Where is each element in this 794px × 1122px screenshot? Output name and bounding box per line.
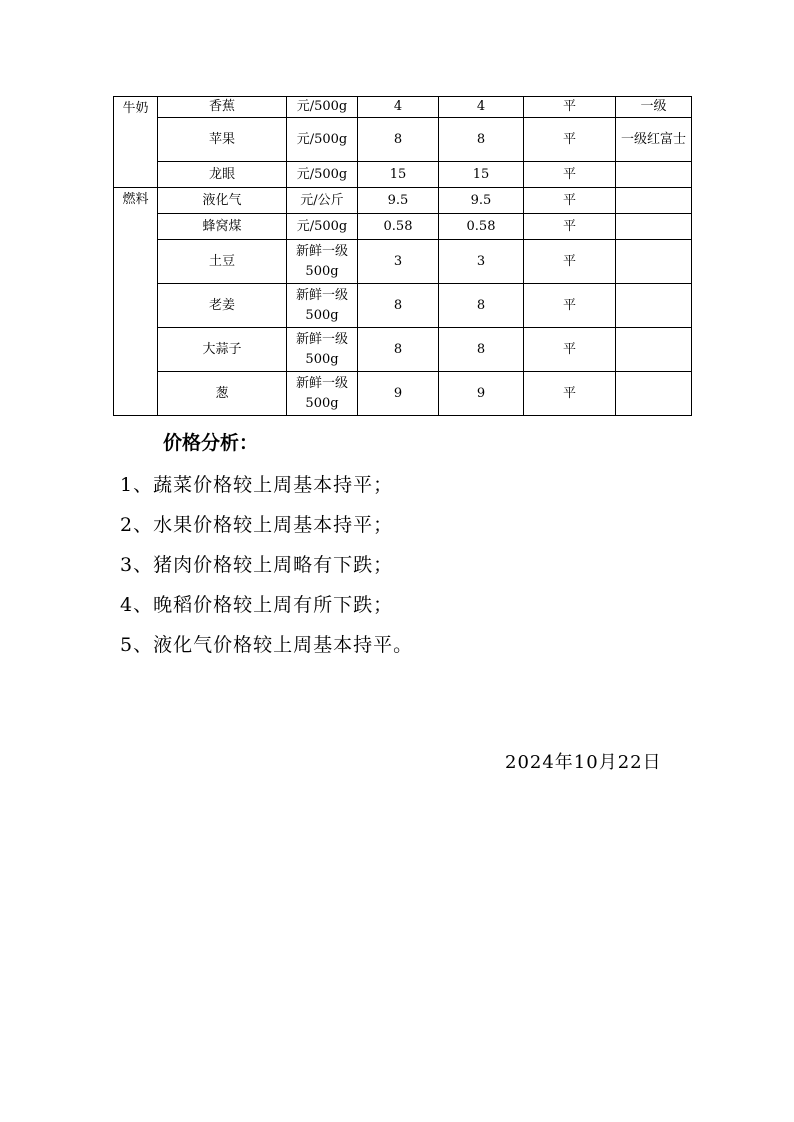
item-cell: 土豆 — [158, 240, 287, 284]
item-cell: 龙眼 — [158, 162, 287, 188]
trend-cell: 平 — [524, 188, 616, 214]
category-cell: 牛奶 — [114, 97, 158, 188]
last-week-price-cell: 9 — [358, 372, 439, 416]
unit-cell: 元/500g — [287, 214, 358, 240]
document-date: 2024年10月22日 — [505, 752, 662, 773]
note-cell: 一级 — [616, 97, 692, 118]
analysis-item: 3、猪肉价格较上周略有下跌； — [120, 554, 394, 576]
price-table — [113, 96, 692, 416]
trend-cell: 平 — [524, 214, 616, 240]
this-week-price-cell: 8 — [439, 328, 524, 372]
trend-cell: 平 — [524, 372, 616, 416]
last-week-price-cell: 8 — [358, 118, 439, 162]
analysis-item: 2、水果价格较上周基本持平； — [120, 514, 394, 536]
last-week-price-cell: 8 — [358, 284, 439, 328]
unit-cell: 元/500g — [287, 97, 358, 118]
note-cell — [616, 284, 692, 328]
unit-cell: 新鲜一级500g — [287, 284, 358, 328]
table-row — [114, 118, 692, 162]
trend-cell: 平 — [524, 97, 616, 118]
this-week-price-cell: 3 — [439, 240, 524, 284]
last-week-price-cell: 8 — [358, 328, 439, 372]
trend-cell: 平 — [524, 162, 616, 188]
trend-cell: 平 — [524, 328, 616, 372]
item-cell: 液化气 — [158, 188, 287, 214]
unit-cell: 新鲜一级500g — [287, 328, 358, 372]
item-cell: 葱 — [158, 372, 287, 416]
unit-cell: 元/公斤 — [287, 188, 358, 214]
this-week-price-cell: 9 — [439, 372, 524, 416]
note-cell — [616, 214, 692, 240]
this-week-price-cell: 0.58 — [439, 214, 524, 240]
item-cell: 苹果 — [158, 118, 287, 162]
trend-cell: 平 — [524, 240, 616, 284]
unit-cell: 元/500g — [287, 118, 358, 162]
table-row — [114, 240, 692, 284]
table-row — [114, 188, 692, 214]
table-row — [114, 372, 692, 416]
last-week-price-cell: 15 — [358, 162, 439, 188]
item-cell: 蜂窝煤 — [158, 214, 287, 240]
unit-cell: 元/500g — [287, 162, 358, 188]
this-week-price-cell: 8 — [439, 118, 524, 162]
table-row — [114, 162, 692, 188]
this-week-price-cell: 4 — [439, 97, 524, 118]
analysis-item: 5、液化气价格较上周基本持平。 — [120, 634, 414, 656]
analysis-item: 1、蔬菜价格较上周基本持平； — [120, 474, 394, 496]
note-cell — [616, 240, 692, 284]
analysis-item: 4、晚稻价格较上周有所下跌； — [120, 594, 394, 616]
trend-cell: 平 — [524, 118, 616, 162]
item-cell: 大蒜子 — [158, 328, 287, 372]
category-cell: 燃料 — [114, 188, 158, 416]
last-week-price-cell: 9.5 — [358, 188, 439, 214]
table-row — [114, 214, 692, 240]
table-row — [114, 97, 692, 118]
last-week-price-cell: 4 — [358, 97, 439, 118]
last-week-price-cell: 0.58 — [358, 214, 439, 240]
unit-cell: 新鲜一级500g — [287, 240, 358, 284]
unit-cell: 新鲜一级500g — [287, 372, 358, 416]
item-cell: 老姜 — [158, 284, 287, 328]
this-week-price-cell: 15 — [439, 162, 524, 188]
note-cell — [616, 328, 692, 372]
trend-cell: 平 — [524, 284, 616, 328]
this-week-price-cell: 8 — [439, 284, 524, 328]
analysis-title: 价格分析： — [163, 432, 259, 454]
table-row — [114, 284, 692, 328]
table-row — [114, 328, 692, 372]
last-week-price-cell: 3 — [358, 240, 439, 284]
this-week-price-cell: 9.5 — [439, 188, 524, 214]
note-cell — [616, 162, 692, 188]
note-cell: 一级红富士 — [616, 118, 692, 162]
note-cell — [616, 188, 692, 214]
note-cell — [616, 372, 692, 416]
item-cell: 香蕉 — [158, 97, 287, 118]
